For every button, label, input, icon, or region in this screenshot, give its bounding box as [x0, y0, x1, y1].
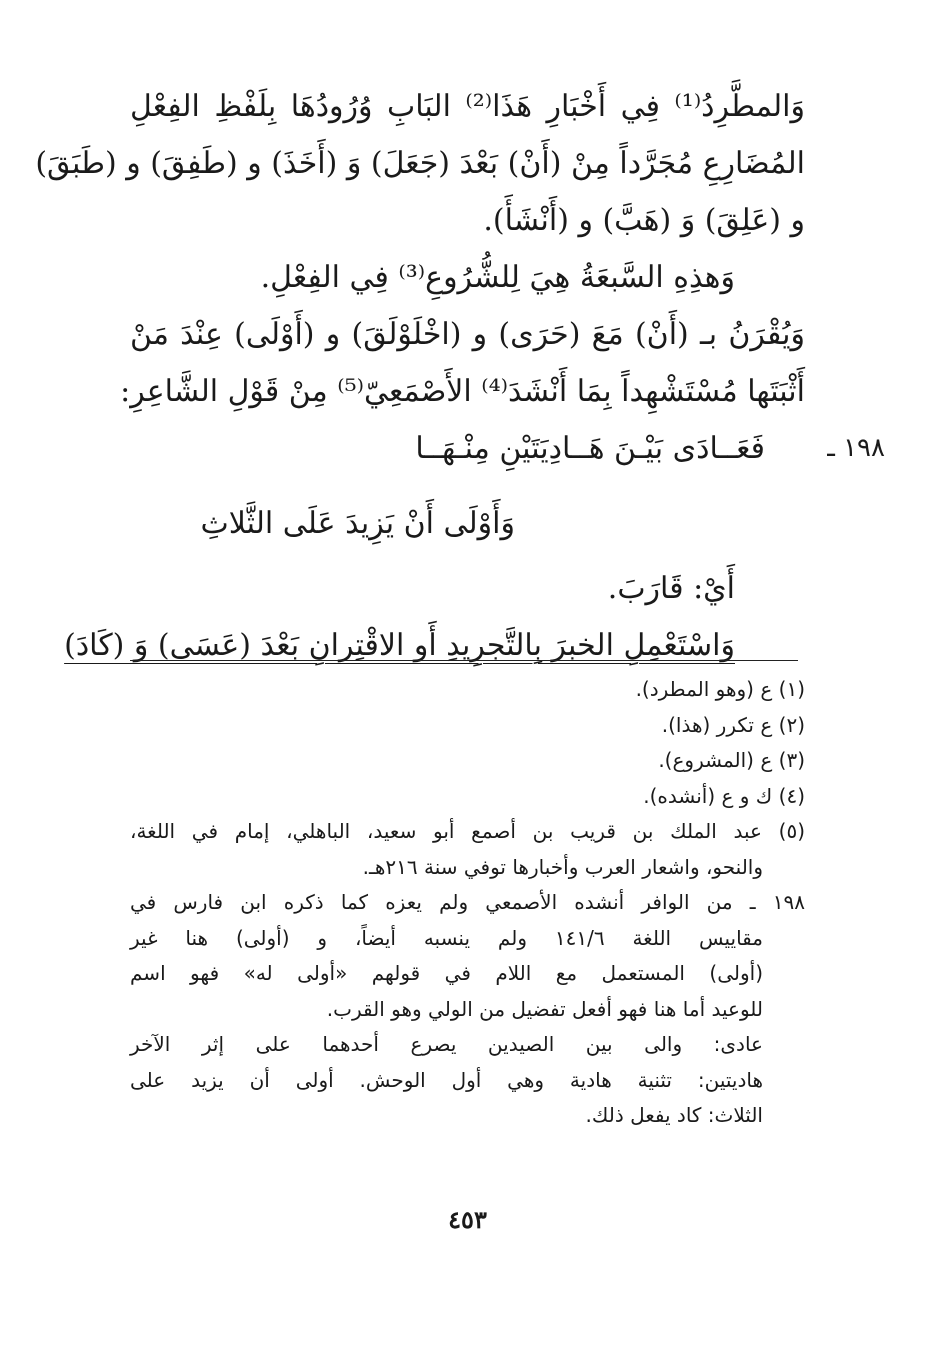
footnotes	[130, 672, 805, 1134]
main-line-2: المُضَارِعِ مُجَرَّداً مِنْ (أَنْ) بَعْدَ (جَعَلَ) وَ (أَخَذَ) و (طَفِقَ) و (طَبَقَ)	[35, 146, 805, 181]
footnote-5-line-1: (٥) عبد الملك بن قريب بن أصمع أبو سعيد، الباهلي، إمام في اللغة،	[130, 819, 805, 843]
verse-hemistich-1: فَعَــادَى بَيْـنَ هَــادِيَتَيْنِ مِنْـهَــا	[415, 431, 765, 466]
verse-note-line-5: عادى: والى بين الصيدين يصرع أحدهما على إثر الآخر	[130, 1032, 763, 1056]
verse-note-line-3: (أولى) المستعمل مع اللام في قولهم «أولى له» فهو اسم	[130, 961, 763, 985]
main-line-after-2-text: وَاسْتَعْمِلِ الخبرَ بِالتَّجرِيدِ أَو الاقْتِرانِ بَعْدَ (عَسَى) وَ (كَادَ)	[64, 628, 735, 663]
main-line-5: وَيُقْرَنُ بـ (أَنْ) مَعَ (حَرَى) و (اخْلَوْلَقَ) و (أَوْلَى) عِنْدَ مَنْ	[130, 317, 805, 352]
main-line-after-2	[64, 617, 805, 674]
main-line-after-1: أَيْ: قَارَبَ.	[607, 571, 735, 606]
main-line-3: و (عَلِقَ) وَ (هَبَّ) و (أَنْشَأَ).	[483, 203, 805, 238]
main-line-1: وَالمطَّرِدُ⁽¹⁾ فِي أَخْبَارِ هَذَا⁽²⁾ البَابِ وُرُودُهَا بِلَفْظِ الفِعْلِ	[130, 89, 806, 124]
verse-note-line-1: ١٩٨ ـ من الوافر أنشده الأصمعي ولم يعزه كما ذكره ابن فارس في	[130, 890, 805, 914]
footnote-4: (٤) ك و ع (أنشده).	[643, 783, 805, 808]
footnote-3: (٣) ع (المشروع).	[658, 748, 805, 772]
main-text	[35, 78, 885, 674]
verse-first-hemistich-row	[130, 420, 885, 477]
verse-second-hemistich-row	[130, 477, 805, 552]
footnote-2: (٢) ع تكرر (هذا).	[661, 712, 805, 737]
verse-note-line-7: الثلاث: كاد يفعل ذلك.	[585, 1103, 763, 1127]
verse-number: ١٩٨ ـ	[827, 433, 885, 463]
verse-note-line-2: مقاييس اللغة ١٤١/٦ ولم ينسبه أيضاً، و (أولى) هنا غير	[130, 925, 763, 950]
footnote-separator	[130, 660, 798, 661]
verse-hemistich-2: وَأَوْلَى أَنْ يَزِيدَ عَلَى الثَّلاثِ	[200, 506, 515, 541]
footnote-1: (١) ع (وهو المطرد).	[635, 677, 805, 701]
main-line-6: أَثْبَتَها مُسْتَشْهِداً بِمَا أَنْشَدَ⁽⁴⁾ الأَصْمَعِيّ⁽⁵⁾ مِنْ قَوْلِ الشَّاعِرِ:	[120, 374, 805, 409]
verse-note-line-6: هاديتين: تثنية هادية وهي أول الوحش. أولى أن يزيد على	[130, 1067, 763, 1092]
verse-note-line-4: للوعيد أما هنا فهو أفعل تفضيل من الولي وهو القرب.	[326, 996, 763, 1021]
page-number: ٤٥٣	[448, 1205, 487, 1234]
main-line-4: وَهذِهِ السَّبعَةُ هِيَ لِلشُّرُوعِ⁽³⁾ فِي الفِعْلِ.	[260, 260, 735, 295]
footnote-5-line-2: والنحو، واشعار العرب وأخبارها توفي سنة ٢١٦هـ.	[362, 854, 763, 879]
